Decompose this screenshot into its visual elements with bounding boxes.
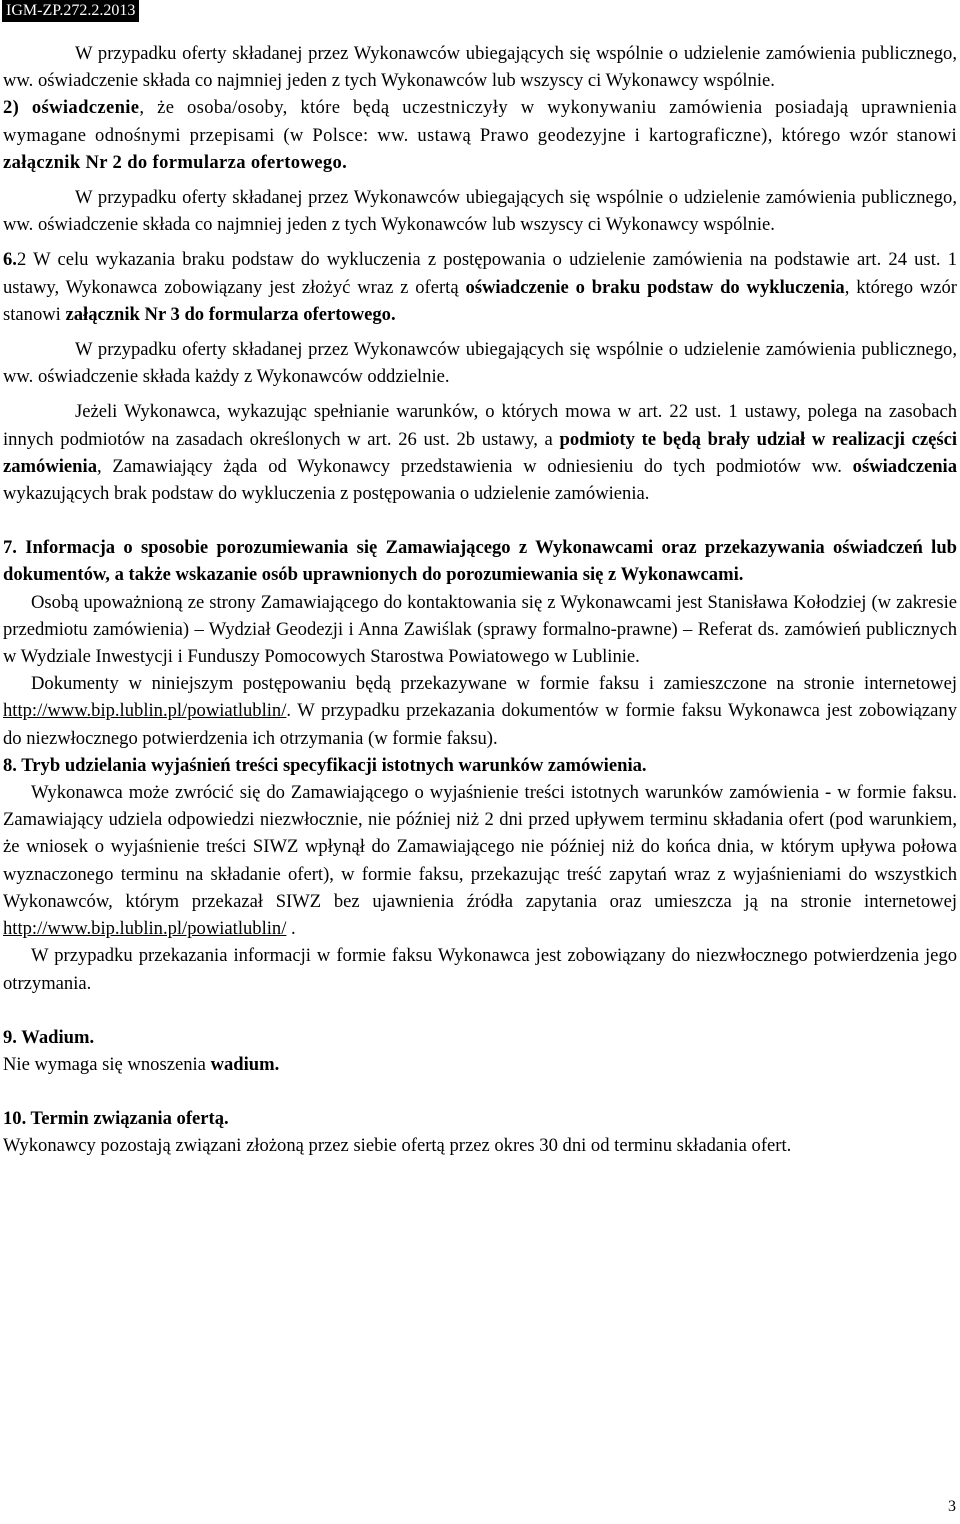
paragraph-joint-bidders-1: W przypadku oferty składanej przez Wykonawców ubiegających się wspólnie o udzielenie zamówienia publicznego, ww. oświadczenie składa co najmniej jeden z tych Wykonawców lub wszyscy ci Wykonawcy wspólnie.	[3, 43, 957, 92]
paragraph-6-2: 6.2 W celu wykazania braku podstaw do wykluczenia z postępowania o udzielenie zamówienia na podstawie art. 24 ust. 1 ustawy, Wykonawca zobowiązany jest złożyć wraz z ofertą oświadczenie o braku podstaw do wykluczenia, którego wzór stanowi załącznik Nr 3 do formularza ofertowego.	[3, 249, 957, 325]
page-number: 3	[948, 1498, 956, 1515]
paragraph-joint-bidders-2: W przypadku oferty składanej przez Wykonawców ubiegających się wspólnie o udzielenie zamówienia publicznego, ww. oświadczenie składa co najmniej jeden z tych Wykonawców lub wszyscy ci Wykonawcy wspólnie.	[3, 187, 957, 236]
paragraph-joint-bidders-3: W przypadku oferty składanej przez Wykonawców ubiegających się wspólnie o udzielenie zamówienia publicznego, ww. oświadczenie składa każdy z Wykonawców oddzielnie.	[3, 339, 957, 388]
annex-3-reference: załącznik Nr 3 do formularza ofertowego.	[65, 303, 396, 325]
paragraph-wadium: Nie wymaga się wnoszenia wadium.	[3, 1053, 280, 1075]
document-body	[3, 40, 957, 1160]
annex-2-reference: załącznik Nr 2 do formularza ofertowego.	[3, 151, 348, 173]
paragraph-fax-confirmation: W przypadku przekazania informacji w formie faksu Wykonawca jest zobowiązany do niezwłocznego potwierdzenia jego otrzymania.	[3, 945, 957, 994]
bip-link-2[interactable]: http://www.bip.lublin.pl/powiatlublin/	[3, 918, 287, 940]
section-8-heading: 8. Tryb udzielania wyjaśnień treści specyfikacji istotnych warunków zamówienia.	[3, 754, 647, 776]
bip-link-1[interactable]: http://www.bip.lublin.pl/powiatlublin/	[3, 700, 287, 722]
section-9-heading: 9. Wadium.	[3, 1026, 95, 1048]
paragraph-offer-validity: Wykonawcy pozostają związani złożoną przez siebie ofertą przez okres 30 dni od terminu składania ofert.	[3, 1135, 792, 1157]
paragraph-contact-persons: Osobą upoważnioną ze strony Zamawiającego do kontaktowania się z Wykonawcami jest Stanisława Kołodziej (w zakresie przedmiotu zamówienia) – Wydział Geodezji i Anna Zawiślak (sprawy formalno-prawne) – Referat ds. zamówień publicznych w Wydziale Inwestycji i Funduszy Pomocowych Starostwa Powiatowego w Lublinie.	[3, 591, 957, 668]
paragraph-clarifications: Wykonawca może zwrócić się do Zamawiającego o wyjaśnienie treści istotnych warunków zamówienia - w formie faksu. Zamawiający udziela odpowiedzi niezwłocznie, nie później niż 2 dni przed upływem terminu składania ofert (pod warunkiem, że wniosek o wyjaśnienie treści SIWZ wpłynął do Zamawiającego nie później niż do końca dnia, w którym upływa połowa wyznaczonego terminu na składanie ofert), w formie faksu, przekazując treść zapytań wraz z wyjaśnieniami do wszystkich Wykonawców, którym przekazał SIWZ bez ujawnienia źródła zapytania oraz umieszcza ją na stronie internetowej http://www.bip.lublin.pl/powiatlublin/ .	[3, 782, 957, 940]
statement-2-label: 2) oświadczenie	[3, 97, 140, 119]
document-reference: IGM-ZP.272.2.2013	[2, 0, 139, 22]
section-6-number: 6.	[3, 249, 17, 271]
paragraph-third-party-resources: Jeżeli Wykonawca, wykazując spełnianie warunków, o których mowa w art. 22 ust. 1 ustawy, polega na zasobach innych podmiotów na zasadach określonych w art. 26 ust. 2b ustawy, a podmioty te będą brały udział w realizacji części zamówienia, Zamawiający żąda od Wykonawcy przedstawienia w odniesieniu do tych podmiotów ww. oświadczenia wykazujących brak podstaw do wykluczenia z postępowania o udzielenie zamówienia.	[3, 401, 957, 505]
paragraph-statement-2: 2) oświadczenie, że osoba/osoby, które będą uczestniczyły w wykonywaniu zamówienia posiadają uprawnienia wymagane odnośnymi przepisami (w Polsce: ww. ustawą Prawo geodezyjne i kartograficzne), którego wzór stanowi załącznik Nr 2 do formularza ofertowego.	[3, 97, 957, 173]
section-7-heading: 7. Informacja o sposobie porozumiewania się Zamawiającego z Wykonawcami oraz przekazywania oświadczeń lub dokumentów, a także wskazanie osób uprawnionych do porozumiewania się z Wykonawcami.	[3, 537, 957, 586]
section-10-heading: 10. Termin związania ofertą.	[3, 1108, 229, 1130]
paragraph-documents-transfer: Dokumenty w niniejszym postępowaniu będą przekazywane w formie faksu i zamieszczone na stronie internetowej http://www.bip.lublin.pl/powiatlublin/. W przypadku przekazania dokumentów w formie faksu Wykonawca jest zobowiązany do niezwłocznego potwierdzenia ich otrzymania (w formie faksu).	[3, 673, 957, 749]
